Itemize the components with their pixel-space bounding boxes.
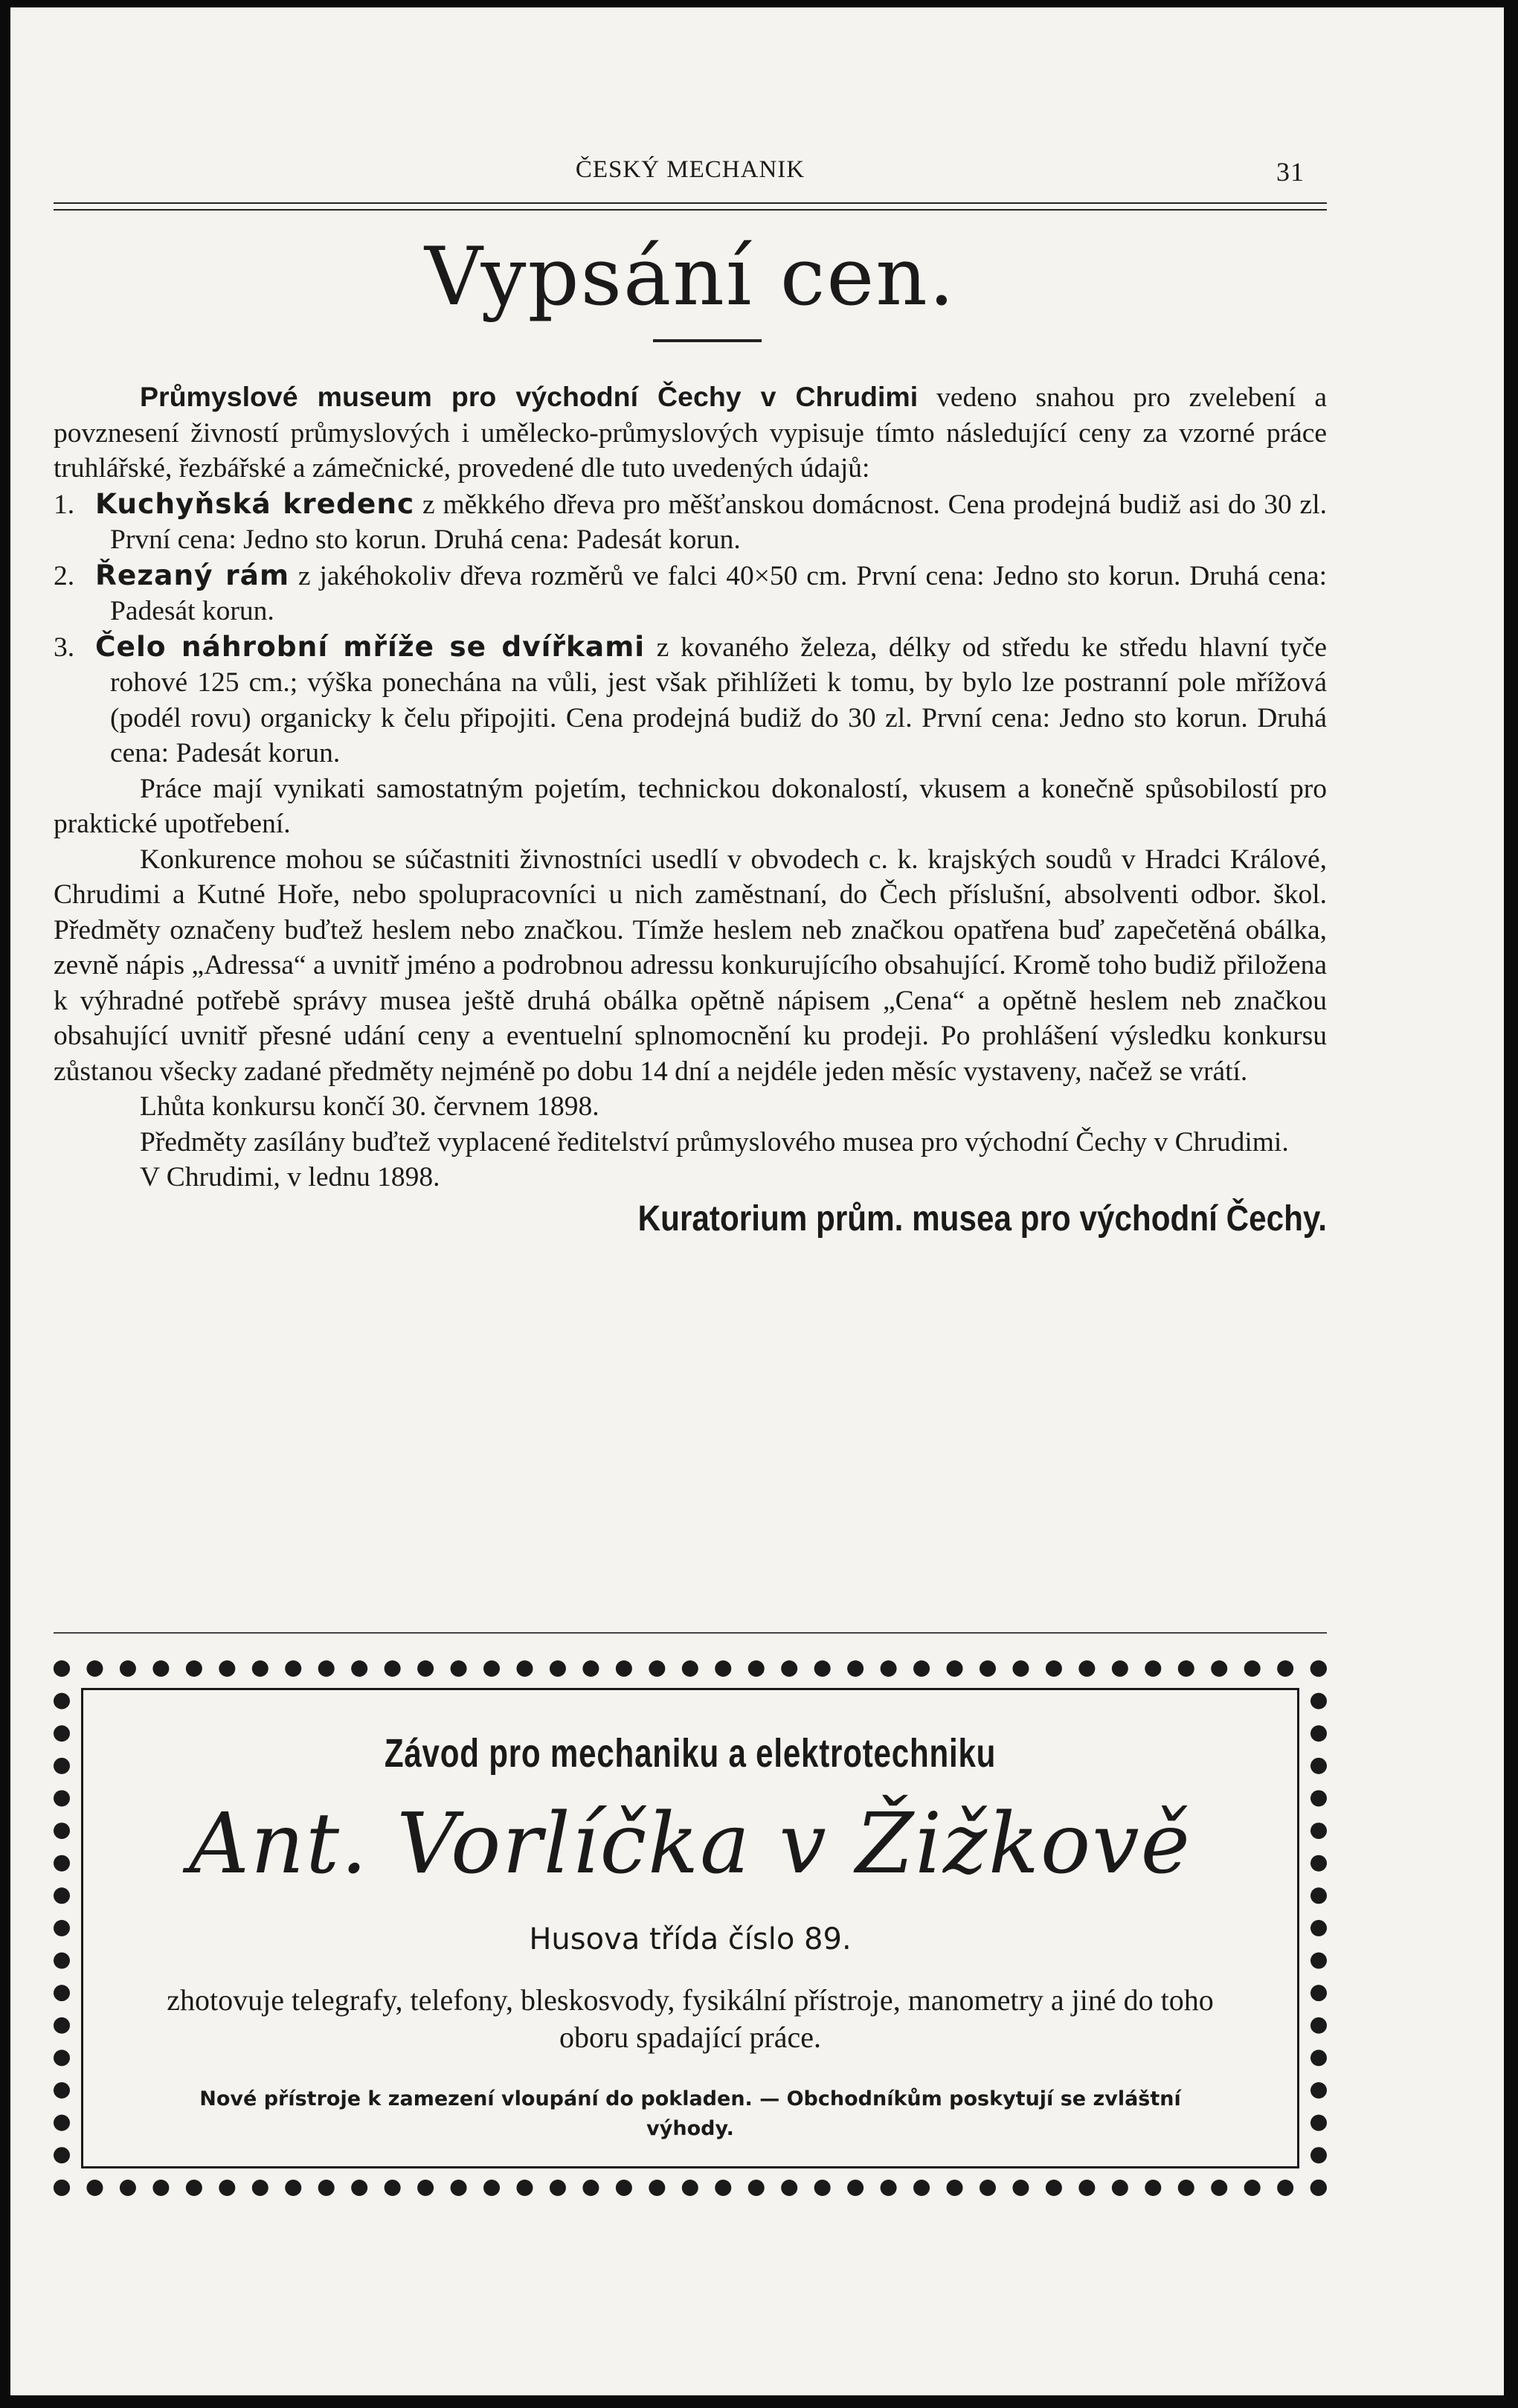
advertisement-content	[115, 1677, 1266, 2180]
prize-item-3	[54, 629, 1327, 771]
paragraph: Lhůta konkursu končí 30. červnem 1898.	[140, 1091, 599, 1122]
prize-item-1	[54, 487, 1327, 558]
item-name: Čelo náhrobní mříže se dvířkami	[95, 629, 646, 663]
item-number: 2.	[54, 560, 75, 591]
page-number: 31	[1276, 157, 1305, 187]
prize-item-2	[54, 558, 1327, 629]
item-name: Kuchyňská kredenc	[95, 487, 415, 520]
title-underline	[653, 339, 762, 342]
item-name: Řezaný rám	[95, 558, 290, 591]
paragraph: Práce mají vynikati samostatným pojetím, technickou dokonalostí, vkusem a konečně spůsobilostí pro praktické upotřebení.	[54, 773, 1327, 839]
ad-business-line: Závod pro mechaniku a elektrotechniku	[384, 1731, 997, 1776]
paragraph: Předměty zasílány buďtež vyplacené ředitelství průmyslového musea pro východní Čechy v Chrudimi.	[140, 1126, 1289, 1158]
ad-address: Husova třída číslo 89.	[529, 1922, 852, 1956]
signature: Kuratorium prům. musea pro východní Čechy.	[637, 1198, 1327, 1239]
paragraph: Konkurence mohou se súčastniti živnostníci usedlí v obvodech c. k. krajských soudů v Hradci Králové, Chrudimi a Kutné Hoře, nebo spolupracovníci u nich zaměstnaní, do Čech příslušní, absolventi odbor. škol. Předměty označeny buďtež heslem nebo značkou. Tímže heslem neb značkou opatřena buď zapečetěná obálka, zevně nápis „Adressa“ a uvnitř jméno a podrobnou adressu konkurujícího obsahující. Kromě toho budiž přiložena k výhradné potřebě správy musea ještě druhá obálka opětně nápisem „Cena“ a opětně heslem neb značkou obsahující uvnitř přesné udání ceny a eventuelní splnomocnění ku prodeji. Po prohlášení výsledku konkursu zůstanou všecky zadané předměty nejméně po dobu 14 dní a nejdéle jeden měsíc vystaveny, načež se vrátí.	[54, 844, 1327, 1087]
running-title: ČESKÝ MECHANIK	[575, 156, 805, 183]
ad-note: Nové přístroje k zamezení vloupání do pokladen. — Obchodníkům poskytují se zvláštní výhody.	[199, 2087, 1181, 2140]
page-title: Vypsání cen.	[424, 231, 956, 324]
paragraph: V Chrudimi, v lednu 1898.	[140, 1162, 440, 1192]
intro-lead: Průmyslové museum pro východní Čechy v Chrudimi	[140, 381, 919, 412]
section-rule	[54, 1632, 1327, 1634]
intro-paragraph	[54, 379, 1327, 487]
article-body	[54, 379, 1327, 1239]
scanned-page	[10, 7, 1504, 2395]
item-text: z kovaného železa, délky od středu ke středu hlavní tyče rohové 125 cm.; výška ponechána na vůli, jest však přihlížeti k tomu, by bylo lze postranní pole mřížová (podél rovu) organicky k čelu připojiti. Cena prodejná budiž do 30 zl. První cena: Jedno sto korun. Druhá cena: Padesát korun.	[110, 632, 1327, 768]
ad-company-name: Ant. Vorlíčka v Žižkově	[189, 1796, 1191, 1892]
item-text: z měkkého dřeva pro měšťanskou domácnost. Cena prodejná budiž asi do 30 zl. První cena: Jedno sto korun. Druhá cena: Padesát korun.	[110, 489, 1327, 555]
advertisement-box	[54, 1660, 1327, 2196]
ad-description: zhotovuje telegrafy, telefony, bleskosvody, fysikální přístroje, manometry a jiné do toho oboru spadající práce.	[167, 1983, 1214, 2054]
item-text: z jakéhokoliv dřeva rozměrů ve falci 40×50 cm. První cena: Jedno sto korun. Druhá cena: Padesát korun.	[110, 560, 1327, 626]
running-header	[54, 156, 1327, 193]
header-double-rule	[54, 202, 1327, 211]
item-number: 1.	[54, 489, 75, 520]
intro-text: vedeno snahou pro zvelebení a povznesení živností průmyslových i umělecko-průmyslových vypisuje tímto následující ceny za vzorné práce truhlářské, řezbářské a zámečnické, provedené dle tuto uvedených údajů:	[54, 382, 1327, 484]
item-number: 3.	[54, 632, 75, 663]
